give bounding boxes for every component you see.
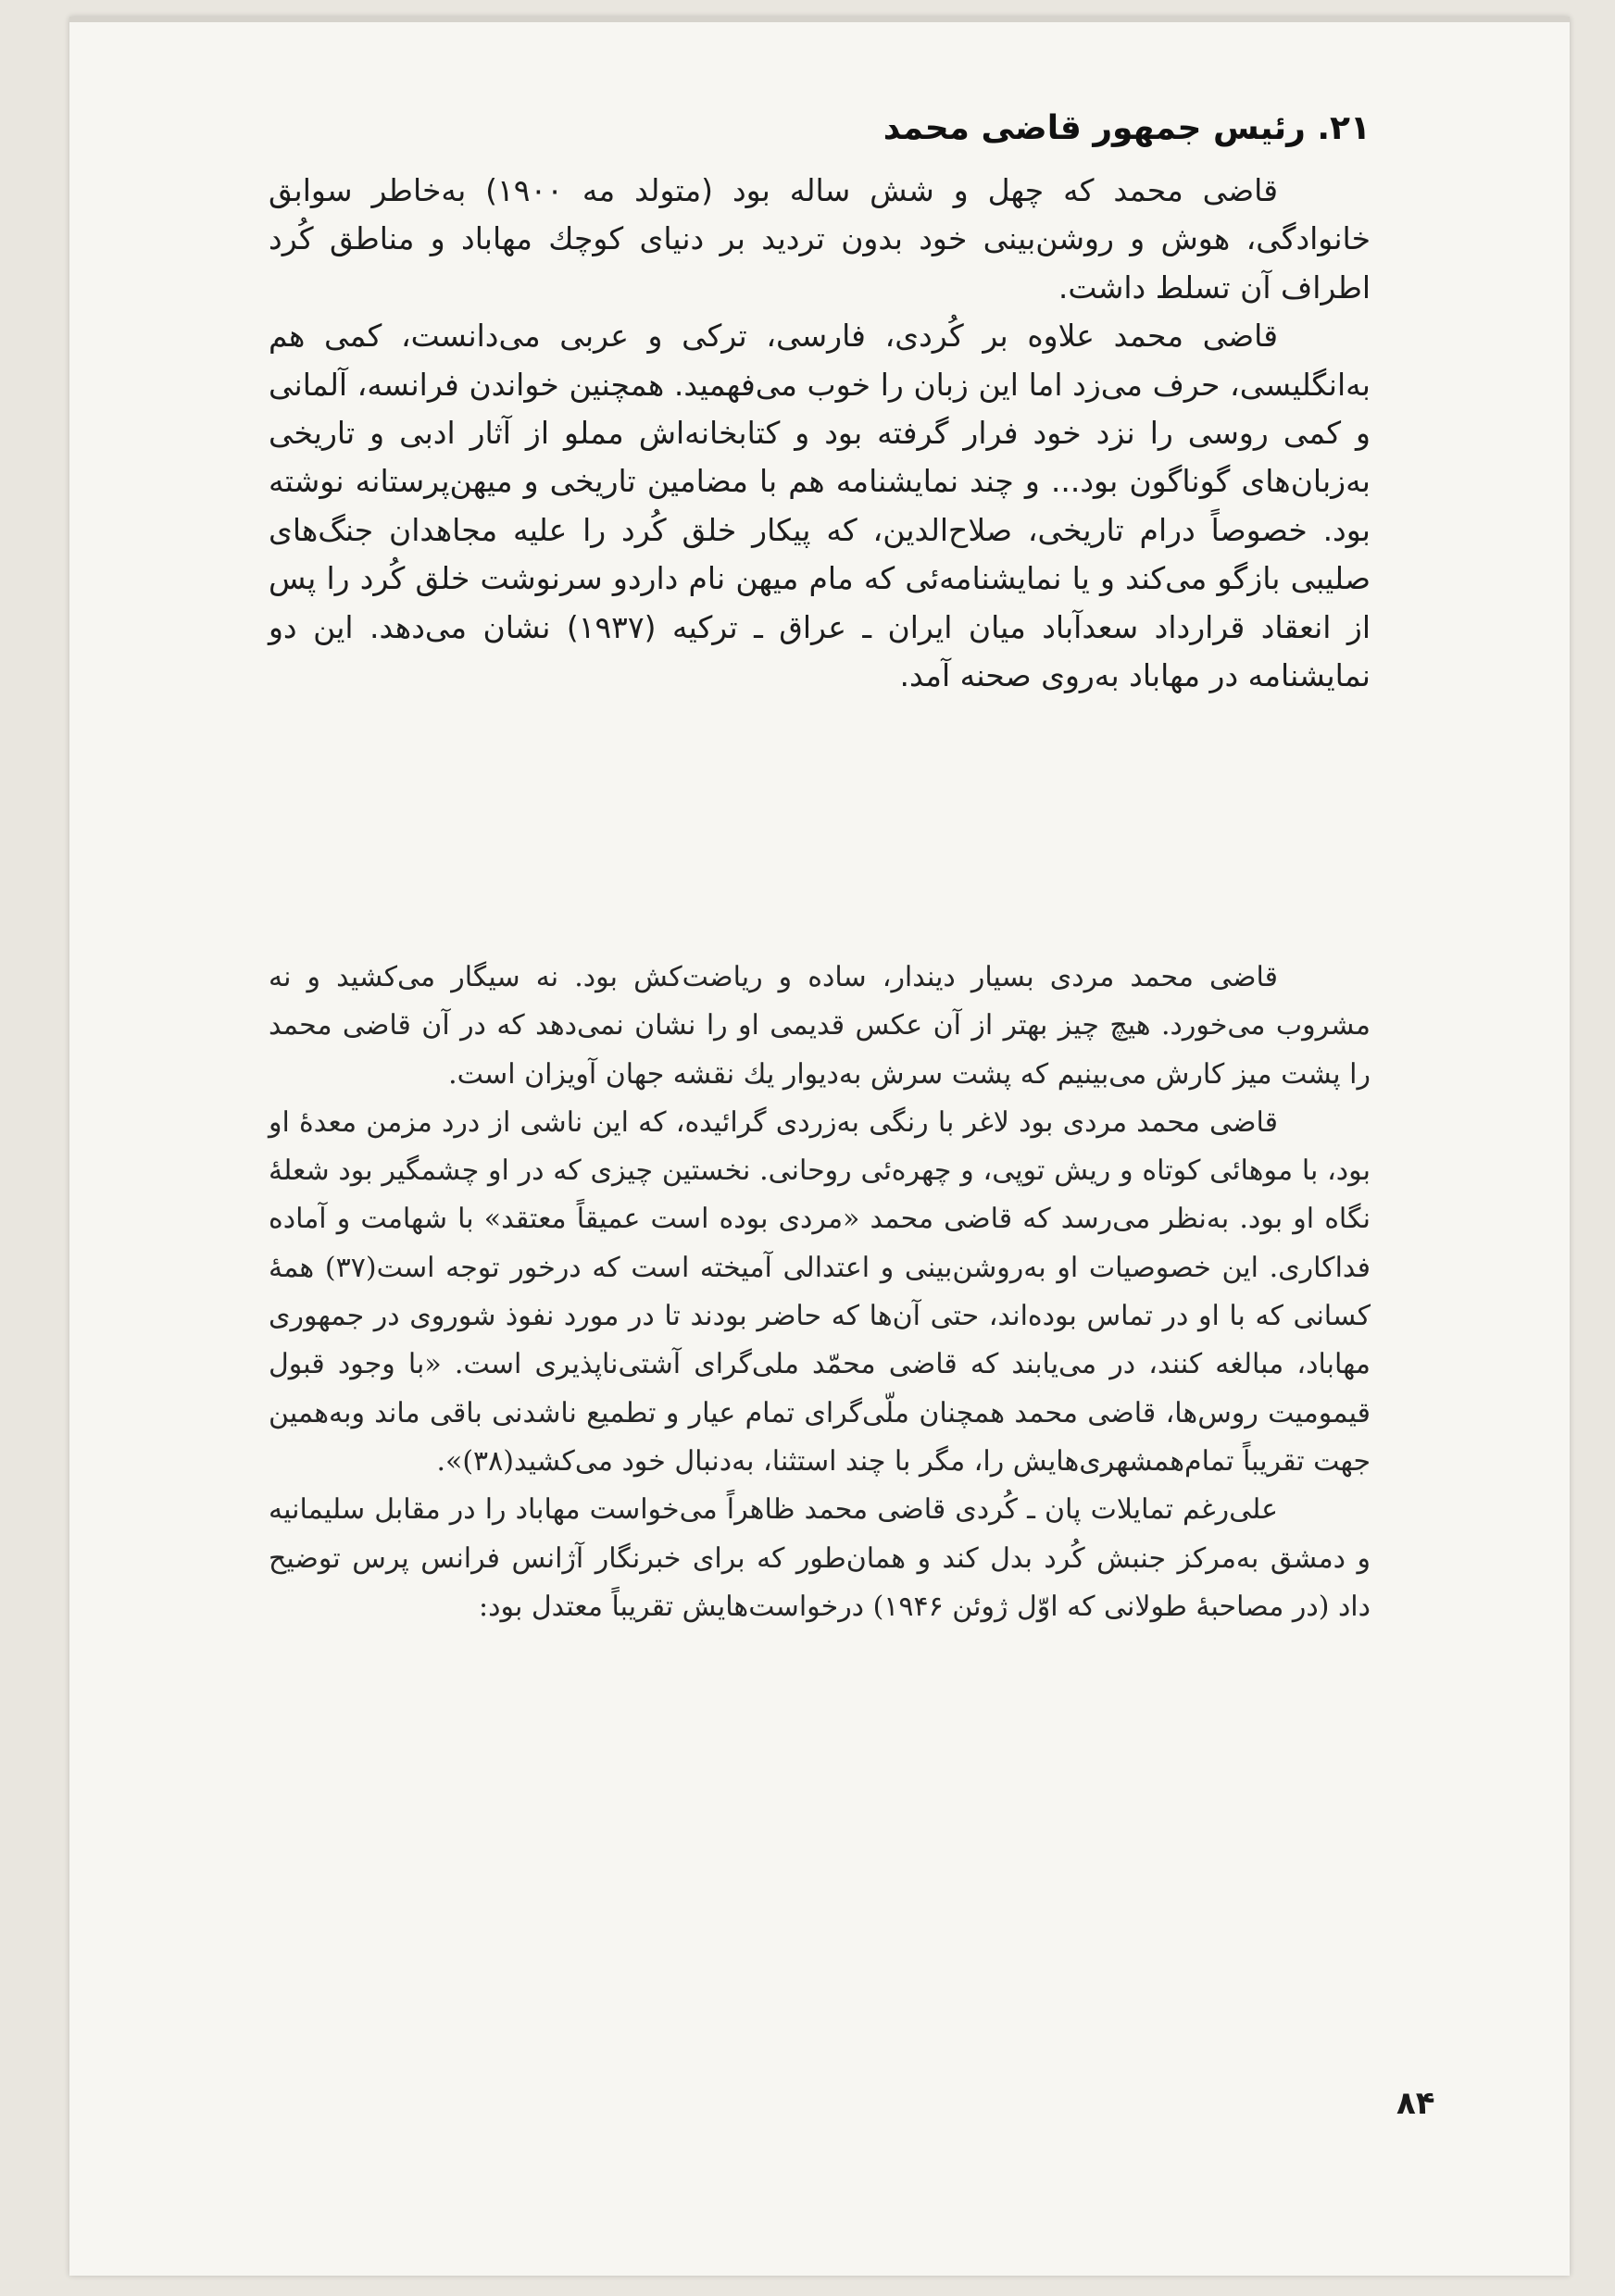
upper-text-block [269,167,1371,700]
page-number: ۸۴ [1396,2085,1435,2122]
paragraph: علی‌رغم تمایلات پان ـ کُردی قاضی محمد ظاهراً می‌خواست مهاباد را در مقابل سلیمانیه و دمشق به‌مرکز جنبش کُرد بدل کند و همان‌طور که برای خبرنگار آژانس فرانس پرس توضیح داد (در مصاحبهٔ طولانی که اوّل ژوئن ۱۹۴۶) درخواست‌هایش تقریباً معتدل بود: [269,1493,1371,1623]
paragraph: قاضی محمد مردی بود لاغر با رنگی به‌زردی گرائیده، که این ناشی از درد مزمن معدهٔ او بود، با موهائی کوتاه و ریش توپی، و چهره‌ئی روحانی. نخستین چیزی که در او چشمگیر بود شعلهٔ نگاه او بود. به‌نظر می‌رسد که قاضی محمد «مردی بوده است عمیقاً معتقد» با شهامت و آماده فداکاری. این خصوصیات او به‌روشن‌بینی و اعتدالی آمیخته است که درخور توجه است(۳۷) همهٔ کسانی که با او در تماس بوده‌اند، حتی آن‌ها که حاضر بودند تا در مورد نفوذ شوروی در جمهوری مهاباد، مبالغه کنند، در می‌یابند که قاضی محمّد ملی‌گرای آشتی‌ناپذیری است. «با وجود قبول قیمومیت روس‌ها، قاضی محمد همچنان ملّی‌گرای تمام عیار و تطمیع ناشدنی باقی ماند وبه‌همین جهت تقریباً تمام‌همشهری‌هایش را، مگر با چند استثنا، به‌دنبال خود می‌کشید(۳۸)». [269,1105,1371,1478]
page-edge-shadow [69,17,1570,22]
section-heading: ۲۱. رئیس جمهور قاضی محمد [883,109,1371,147]
paragraph: قاضی محمد علاوه بر کُردی، فارسی، ترکی و عربی می‌دانست، کمی هم به‌انگلیسی، حرف می‌زد اما این زبان را خوب می‌فهمید. همچنین خواندن فرانسه، آلمانی و کمی روسی را نزد خود فرار گرفته بود و کتابخانه‌اش مملو از آثار ادبی و تاریخی به‌زبان‌های گوناگون بود... و چند نمایشنامه هم با مضامین تاریخی و میهن‌پرستانه نوشته بود. خصوصاً درام تاریخی، صلاح‌الدین، که پیکار خلق کُرد را علیه مجاهدان جنگ‌های صلیبی بازگو می‌کند و یا نمایشنامه‌ئی که مام میهن نام داردو سرنوشت خلق کُرد را پس از انعقاد قرارداد سعدآباد میان ایران ـ عراق ـ ترکیه (۱۹۳۷) نشان می‌دهد. این دو نمایشنامه در مهاباد به‌روی صحنه آمد. [269,318,1371,694]
paragraph: قاضی محمد که چهل و شش ساله بود (متولد مه ۱۹۰۰) به‌خاطر سوابق خانوادگی، هوش و روشن‌بینی خود بدون تردید بر دنیای کوچك مهاباد و مناطق کُرد اطراف آن تسلط داشت. [269,172,1371,306]
paragraph: قاضی محمد مردی بسیار دیندار، ساده و ریاضت‌کش بود. نه سیگار می‌کشید و نه مشروب می‌خورد. هیچ چیز بهتر از آن عکس قدیمی او را نشان نمی‌دهد که در آن قاضی محمد را پشت میز کارش می‌بینیم که پشت سرش به‌دیوار یك نقشه جهان آویزان است. [269,961,1371,1091]
lower-text-block [269,954,1371,1631]
